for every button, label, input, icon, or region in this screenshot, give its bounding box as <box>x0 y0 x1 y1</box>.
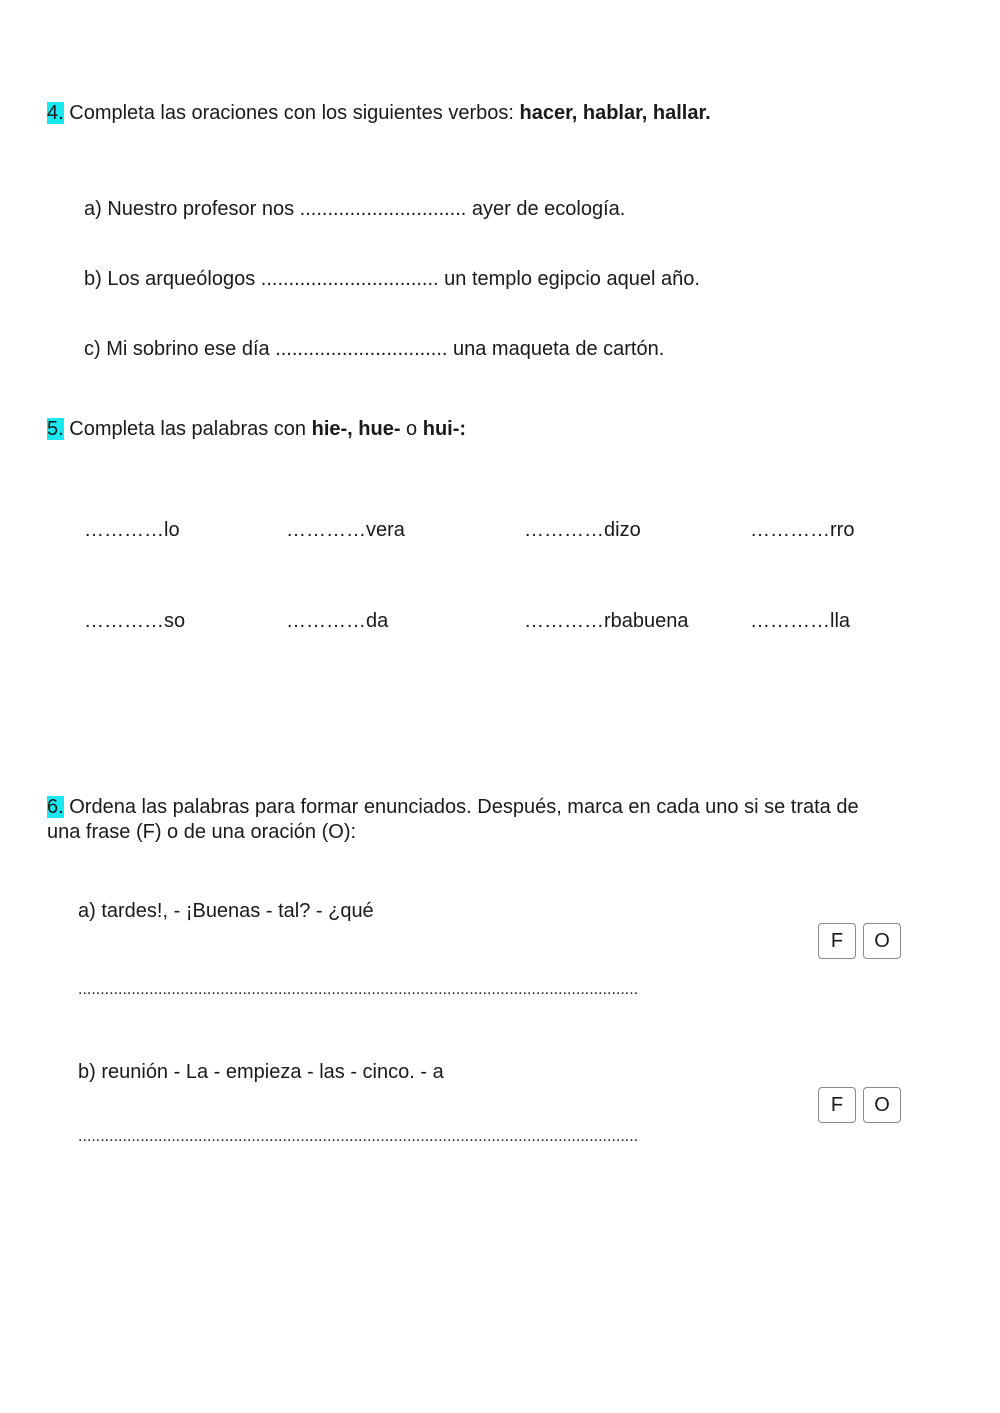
ex6-item-a-box-o[interactable]: O <box>863 923 901 959</box>
ex4-instruction: Completa las oraciones con los siguientes verbos: <box>69 102 520 124</box>
ex6-item-a-answer-line[interactable]: .............................................................................................................................. <box>78 981 639 998</box>
ex5-word-7: …………rbabuena <box>524 610 689 632</box>
ex5-word-4: …………rro <box>750 519 855 541</box>
ex5-option-2: hui-: <box>422 418 467 440</box>
ex5-word-1: …………lo <box>84 519 180 541</box>
ex4-item-a: a) Nuestro profesor nos .............................. ayer de ecología. <box>84 198 626 220</box>
ex5-number: 5. <box>47 418 64 440</box>
ex4-number: 4. <box>47 102 64 124</box>
ex5-word-3: …………dizo <box>524 519 641 541</box>
ex6-item-b-box-f[interactable]: F <box>818 1087 856 1123</box>
ex5-connector: o <box>400 418 423 440</box>
ex4-item-c: c) Mi sobrino ese día ............................... una maqueta de cartón. <box>84 338 665 360</box>
ex4-verbs: hacer, hablar, hallar. <box>519 102 711 124</box>
ex6-item-a-box-f[interactable]: F <box>818 923 856 959</box>
ex6-item-a-prompt: a) tardes!, - ¡Buenas - tal? - ¿qué <box>78 900 374 922</box>
ex6-number: 6. <box>47 796 64 818</box>
ex5-word-2: …………vera <box>286 519 405 541</box>
ex6-instruction-line1: Ordena las palabras para formar enunciados. Después, marca en cada uno si se trata de <box>63 796 859 818</box>
ex6-heading <box>47 795 859 819</box>
ex5-heading <box>47 417 466 441</box>
ex4-item-b: b) Los arqueólogos ................................ un templo egipcio aquel año. <box>84 268 700 290</box>
ex6-instruction-line2: una frase (F) o de una oración (O): <box>47 821 357 843</box>
ex5-option-1: hie-, hue- <box>311 418 401 440</box>
ex5-word-8: …………lla <box>750 610 851 632</box>
ex4-heading <box>47 101 711 125</box>
ex5-word-5: …………so <box>84 610 186 632</box>
ex5-word-6: …………da <box>286 610 389 632</box>
ex6-item-b-prompt: b) reunión - La - empieza - las - cinco. - a <box>78 1061 444 1083</box>
ex5-instruction: Completa las palabras con <box>69 418 312 440</box>
ex6-item-b-box-o[interactable]: O <box>863 1087 901 1123</box>
ex6-item-b-answer-line[interactable]: .............................................................................................................................. <box>78 1128 639 1145</box>
